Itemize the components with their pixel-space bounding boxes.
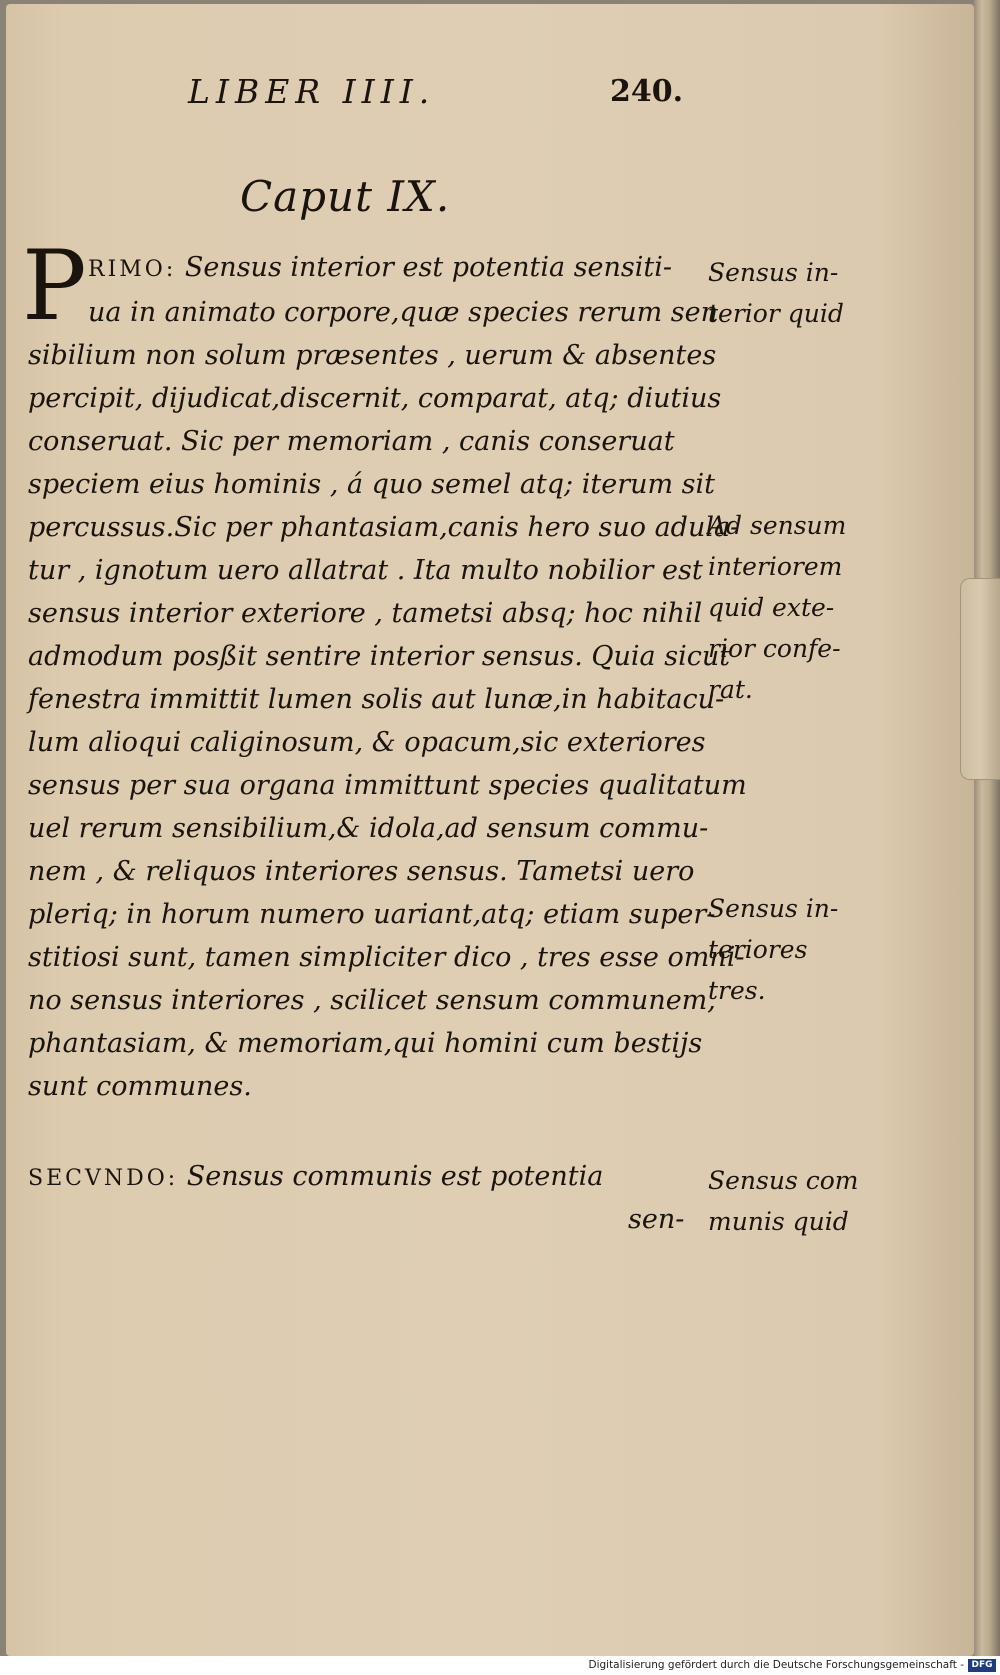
margin-note-line: Sensus com — [708, 1166, 859, 1195]
drop-cap: P — [22, 230, 87, 342]
text-line: sensus interior exteriore , tametsi absq; hoc nihil — [28, 598, 703, 629]
catchword: sen- — [628, 1204, 685, 1235]
text-line: admodum posßit sentire interior sensus. Quia sicut — [28, 641, 731, 672]
text-line: nem , & reliquos interiores sensus. Tametsi uero — [28, 856, 695, 887]
margin-note — [708, 888, 878, 1011]
text-line: sensus per sua organa immittunt species qualitatum — [28, 770, 747, 801]
text-line — [28, 1163, 688, 1190]
margin-note-line: munis quid — [708, 1207, 849, 1236]
margin-note-line: Sensus in- — [708, 258, 839, 287]
text-line: speciem eius hominis , á quo semel atq; iterum sit — [28, 469, 716, 500]
lead-word: RIMO: — [88, 257, 177, 282]
page-edge — [974, 0, 1000, 1660]
margin-note — [708, 252, 878, 334]
text-line: sunt communes. — [28, 1071, 252, 1102]
margin-note-line: terior quid — [708, 299, 844, 328]
text-line: pleriq; in horum numero uariant,atq; etiam super- — [28, 899, 716, 930]
margin-note-line: rat. — [708, 675, 753, 704]
book-clasp — [960, 578, 1000, 780]
margin-note-line: rior confe- — [708, 634, 841, 663]
text-line: tur , ignotum uero allatrat . Ita multo nobilior est — [28, 555, 703, 586]
margin-note-line: interiorem — [708, 552, 843, 581]
margin-note-line: Ad sensum — [708, 511, 847, 540]
margin-note — [708, 505, 878, 710]
text-line: percussus.Sic per phantasiam,canis hero suo adula- — [28, 512, 740, 543]
text-line — [88, 254, 688, 281]
text-line-content: Sensus interior est potentia sensiti- — [184, 252, 673, 283]
running-head-title: LIBER IIII. — [188, 72, 436, 111]
chapter-heading: Caput IX. — [240, 172, 451, 221]
text-line: sibilium non solum præsentes , uerum & absentes — [28, 340, 717, 371]
text-line: no sensus interiores , scilicet sensum communem, — [28, 985, 716, 1016]
margin-note-line: teriores — [708, 935, 808, 964]
text-line: conseruat. Sic per memoriam , canis conseruat — [28, 426, 675, 457]
text-line: stitiosi sunt, tamen simpliciter dico , tres esse omni- — [28, 942, 745, 973]
text-line: uel rerum sensibilium,& idola,ad sensum commu- — [28, 813, 709, 844]
text-line: fenestra immittit lumen solis aut lunæ,in habitacu- — [28, 684, 725, 715]
margin-note-line: tres. — [708, 976, 766, 1005]
digitization-credit: Digitalisierung gefördert durch die Deutsche Forschungsgemeinschaft - — [588, 1659, 964, 1671]
page-number: 240. — [610, 74, 684, 109]
margin-note-line: quid exte- — [708, 593, 835, 622]
dfg-logo: DFG — [968, 1659, 996, 1672]
text-line: ua in animato corpore,quæ species rerum sen — [88, 297, 718, 328]
text-line: lum alioqui caliginosum, & opacum,sic exteriores — [28, 727, 706, 758]
text-line: percipit, dijudicat,discernit, comparat, atq; diutius — [28, 383, 722, 414]
text-line: phantasiam, & memoriam,qui homini cum bestijs — [28, 1028, 703, 1059]
margin-note — [708, 1160, 878, 1242]
lead-word: SECVNDO: — [28, 1166, 179, 1191]
text-line-content: Sensus communis est potentia — [186, 1161, 604, 1192]
margin-note-line: Sensus in- — [708, 894, 839, 923]
